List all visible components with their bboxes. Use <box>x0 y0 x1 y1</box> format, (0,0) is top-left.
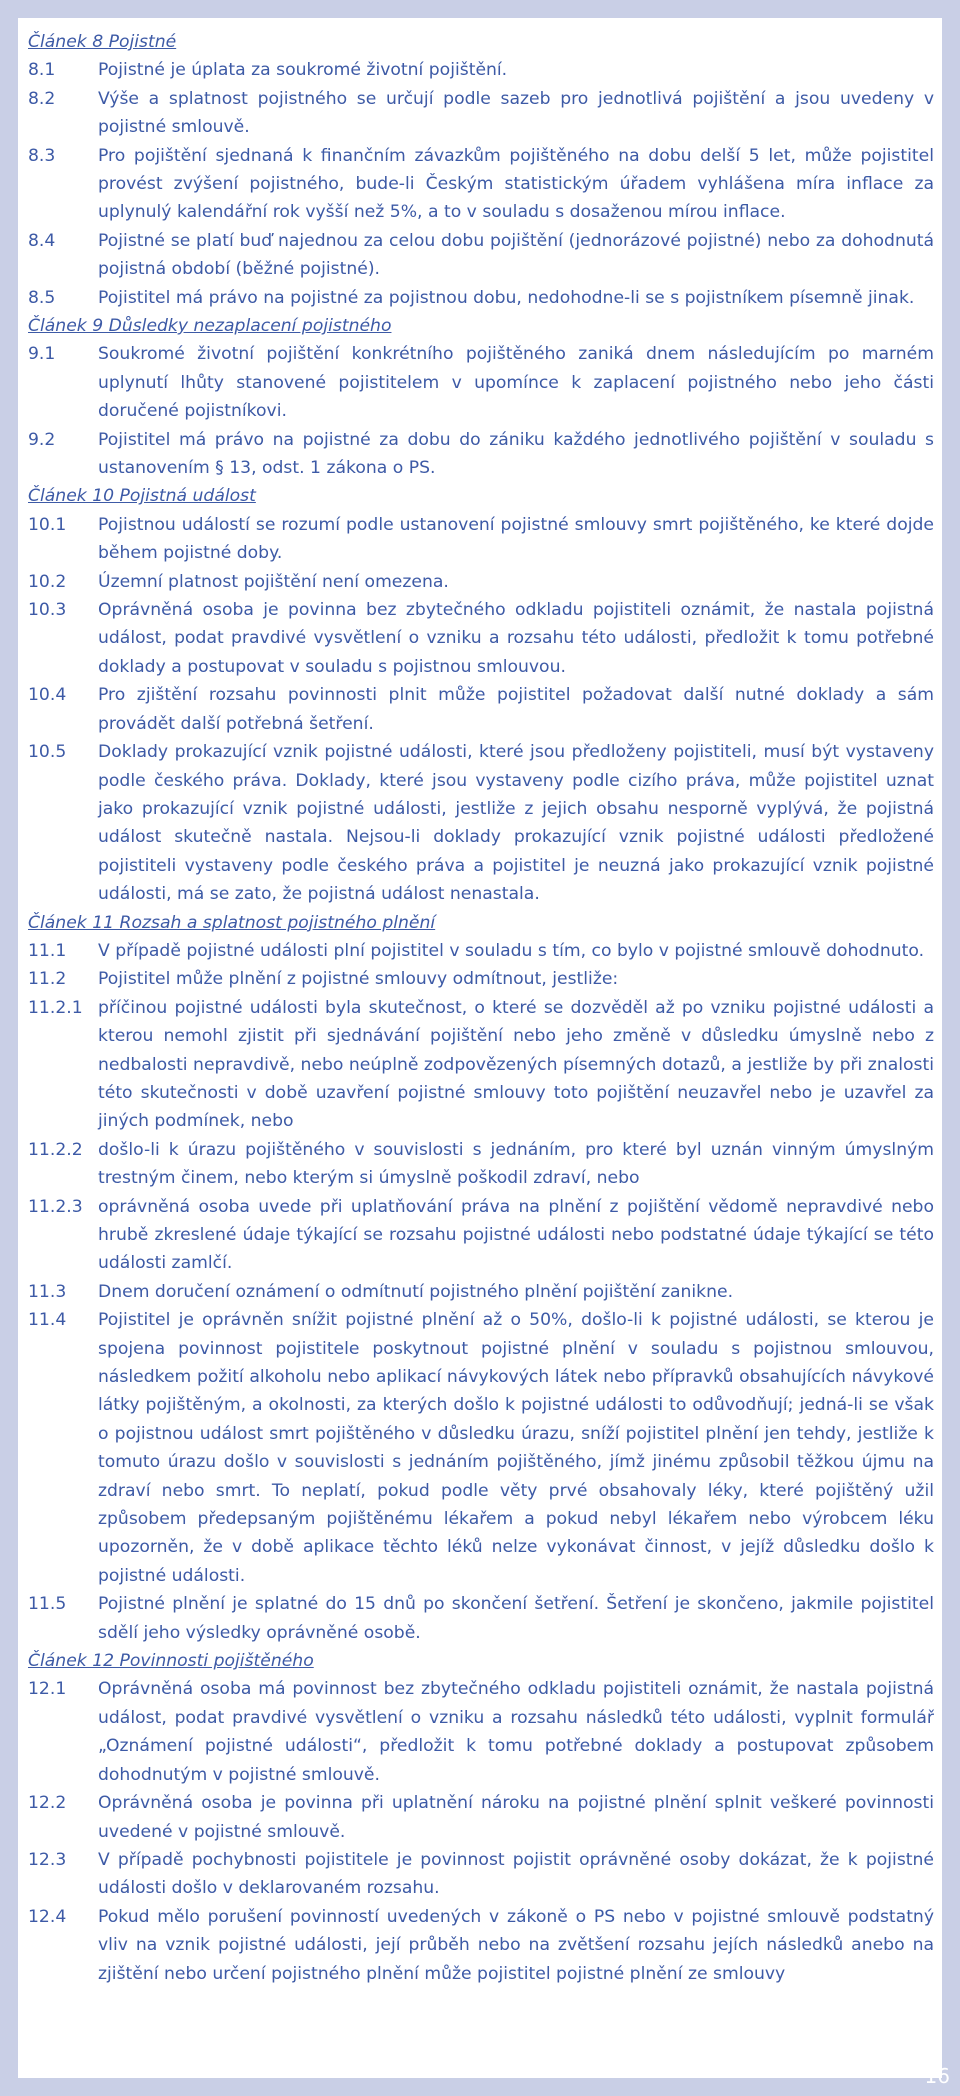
clause <box>28 1193 934 1278</box>
clause-number: 11.2.3 <box>28 1196 83 1217</box>
clause-text: V případě pochybnosti pojistitele je povinnost pojistit oprávněné osoby dokázat, že k pojistné události došlo v deklarovaném rozsahu. <box>98 1849 934 1899</box>
clause-text: Pojistné plnění je splatné do 15 dnů po skončení šetření. Šetření je skončeno, jakmile pojistitel sdělí jeho výsledky oprávněné osobě. <box>98 1594 934 1643</box>
article-heading: Článek 10 Pojistná událost <box>28 486 256 507</box>
clause-text: Pojistné je úplata za soukromé životní pojištění. <box>98 60 508 81</box>
clause-number: 8.5 <box>28 287 56 308</box>
clause-number: 10.2 <box>28 571 67 592</box>
clause <box>28 1903 934 1988</box>
clause <box>28 1846 934 1903</box>
clause-number: 10.1 <box>28 514 67 535</box>
clause-text: Pro pojištění sjednaná k finančním závazkům pojištěného na dobu delší 5 let, může pojistitel provést zvýšení pojistného, bude-li Českým statistickým úřadem vyhlášena míra inflace za uplynulý kalendářní rok vyšší než 5%, a to v souladu s dosaženou mírou inflace. <box>98 145 934 223</box>
clause-number: 8.4 <box>28 230 56 251</box>
clause-number: 12.1 <box>28 1679 67 1700</box>
document-page <box>18 18 942 2078</box>
clause <box>28 994 934 1136</box>
clause-number: 9.1 <box>28 344 56 365</box>
clause <box>28 56 934 84</box>
clause-text: Oprávněná osoba má povinnost bez zbytečného odkladu pojistiteli oznámit, že nastala pojistná událost, podat pravdivé vysvětlení o vzniku a rozsahu následků této události, vyplnit formulář „Oznámení pojistné události“, předložit k tomu potřebné doklady a postupovat způsobem dohodnutým v pojistné smlouvě. <box>98 1679 934 1785</box>
clause-number: 11.4 <box>28 1310 67 1331</box>
clause <box>28 142 934 227</box>
clause-text: Pojistitel má právo na pojistné za pojistnou dobu, nedohodne-li se s pojistníkem písemně jinak. <box>98 287 915 308</box>
clause <box>28 1675 934 1789</box>
clause <box>28 1789 934 1846</box>
clause-number: 8.2 <box>28 88 56 109</box>
clause-text: Oprávněná osoba je povinna při uplatnění nároku na pojistné plnění splnit veškeré povinnosti uvedené v pojistné smlouvě. <box>98 1793 934 1842</box>
clause-text: Pojistitel je oprávněn snížit pojistné plnění až o 50%, došlo-li k pojistné události, se kterou je spojena povinnost pojistitele poskytnout pojistné plnění v souladu s pojistnou smlouvou, následkem požití alkoholu nebo aplikací návykových látek nebo přípravků obsahujících návykové látky pojištěným, a okolnosti, za kterých došlo k pojistné události to odůvodňují; jedná-li se však o pojistnou událost smrt pojištěného v důsledku úrazu, sníží pojistitel plnění jen tehdy, jestliže k tomuto úrazu došlo v souvislosti s jednáním pojištěného, jímž jinému způsobil těžkou újmu na zdraví nebo smrt. To neplatí, pokud podle věty prvé obsahovaly léky, které pojištěný užil způsobem předepsaným pojištěnému lékařem a pokud nebyl lékařem nebo výrobcem léku upozorněn, že v době aplikace těchto léků nelze vykonávat činnost, v jejíž důsledku došlo k pojistné události. <box>98 1310 934 1586</box>
clause-number: 12.2 <box>28 1793 67 1814</box>
page-number: 16 <box>924 2064 950 2088</box>
clause <box>28 965 934 993</box>
clause-number: 11.3 <box>28 1281 67 1302</box>
clause-number: 11.2 <box>28 969 67 990</box>
clause-text: Pojistnou událostí se rozumí podle ustanovení pojistné smlouvy smrt pojištěného, ke které dojde během pojistné doby. <box>98 514 934 564</box>
clause-number: 10.3 <box>28 600 67 621</box>
clause-number: 11.2.2 <box>28 1139 83 1160</box>
article-heading: Článek 8 Pojistné <box>28 32 177 52</box>
clause <box>28 1278 934 1306</box>
clause <box>28 1306 934 1590</box>
document-content <box>28 28 934 1988</box>
clause <box>28 340 934 425</box>
clause-number: 8.1 <box>28 60 56 81</box>
clause <box>28 568 934 596</box>
clause-text: V případě pojistné události plní pojistitel v souladu s tím, co bylo v pojistné smlouvě dohodnuto. <box>98 940 925 961</box>
clause-text: došlo-li k úrazu pojištěného v souvislosti s jednáním, pro které byl uznán vinným úmyslným trestným činem, nebo kterým si úmyslně poškodil zdraví, nebo <box>98 1139 934 1189</box>
clause-number: 11.5 <box>28 1594 67 1615</box>
clause-text: Pro zjištění rozsahu povinnosti plnit může pojistitel požadovat další nutné doklady a sám provádět další potřebná šetření. <box>98 685 934 734</box>
clause <box>28 511 934 568</box>
clause-text: Územní platnost pojištění není omezena. <box>98 571 449 592</box>
clause-text: Výše a splatnost pojistného se určují podle sazeb pro jednotlivá pojištění a jsou uvedeny v pojistné smlouvě. <box>98 88 934 138</box>
clause <box>28 738 934 908</box>
clause-text: oprávněná osoba uvede při uplatňování práva na plnění z pojištění vědomě nepravdivé nebo hrubě zkreslené údaje týkající se rozsahu pojistné události nebo podstatné údaje týkající se této události zamlčí. <box>98 1196 934 1274</box>
clause <box>28 284 934 312</box>
clause-number: 10.5 <box>28 742 67 763</box>
clause-number: 11.1 <box>28 940 67 961</box>
clause-number: 12.3 <box>28 1849 67 1870</box>
clause-number: 11.2.1 <box>28 997 83 1018</box>
clause-text: Soukromé životní pojištění konkrétního pojištěného zaniká dnem následujícím po marném uplynutí lhůty stanovené pojistitelem v upomínce k zaplacení pojistného nebo jeho části doručené pojistníkovi. <box>98 344 934 422</box>
clause-text: Pojistitel má právo na pojistné za dobu do zániku každého jednotlivého pojištění v souladu s ustanovením § 13, odst. 1 zákona o PS. <box>98 429 934 479</box>
clause <box>28 85 934 142</box>
clause <box>28 1136 934 1193</box>
article-heading: Článek 12 Povinnosti pojištěného <box>28 1651 314 1672</box>
clause <box>28 1590 934 1647</box>
article-heading: Článek 9 Důsledky nezaplacení pojistného <box>28 316 392 337</box>
clause <box>28 681 934 738</box>
clause-text: Oprávněná osoba je povinna bez zbytečného odkladu pojistiteli oznámit, že nastala pojistná událost, podat pravdivé vysvětlení o vzniku a rozsahu této události, předložit k tomu potřebné doklady a postupovat v souladu s pojistnou smlouvou. <box>98 600 934 677</box>
clause <box>28 937 934 965</box>
article-heading: Článek 11 Rozsah a splatnost pojistného plnění <box>28 912 436 933</box>
clause <box>28 227 934 284</box>
clause <box>28 426 934 483</box>
clause-text: Pokud mělo porušení povinností uvedených v zákoně o PS nebo v pojistné smlouvě podstatný vliv na vznik pojistné události, její průběh nebo na zvětšení rozsahu jejích následků anebo na zjištění nebo určení pojistného plnění může pojistitel pojistné plnění ze smlouvy <box>98 1906 934 1984</box>
clause-text: Pojistitel může plnění z pojistné smlouvy odmítnout, jestliže: <box>98 969 619 990</box>
clause-text: Pojistné se platí buď najednou za celou dobu pojištění (jednorázové pojistné) nebo za dohodnutá pojistná období (běžné pojistné). <box>98 230 934 280</box>
clause-text: Dnem doručení oznámení o odmítnutí pojistného plnění pojištění zanikne. <box>98 1281 734 1302</box>
clause-number: 12.4 <box>28 1906 67 1927</box>
clause-number: 8.3 <box>28 145 56 166</box>
clause-number: 9.2 <box>28 429 56 450</box>
clause-number: 10.4 <box>28 685 67 706</box>
clause <box>28 596 934 681</box>
clause-text: Doklady prokazující vznik pojistné události, které jsou předloženy pojistiteli, musí být vystaveny podle českého práva. Doklady, které jsou vystaveny podle cizího práva, může pojistitel uznat jako prokazující vznik pojistné události, jestliže z jejich obsahu nesporně vyplývá, že pojistná událost skutečně nastala. Nejsou-li doklady prokazující vznik pojistné události předložené pojistiteli vystaveny podle českého práva a pojistitel je neuzná jako prokazující vznik pojistné události, má se zato, že pojistná událost nenastala. <box>98 742 934 905</box>
clause-text: příčinou pojistné události byla skutečnost, o které se dozvěděl až po vzniku pojistné události a kterou nemohl zjistit při sjednávání pojištění nebo jeho změně v důsledku úmyslně nebo z nedbalosti nepravdivě, nebo neúplně zodpovězených písemných dotazů, a jestliže by při znalosti této skutečnosti v době uzavření pojistné smlouvy toto pojištění neuzavřel nebo je uzavřel za jiných podmínek, nebo <box>98 997 934 1132</box>
